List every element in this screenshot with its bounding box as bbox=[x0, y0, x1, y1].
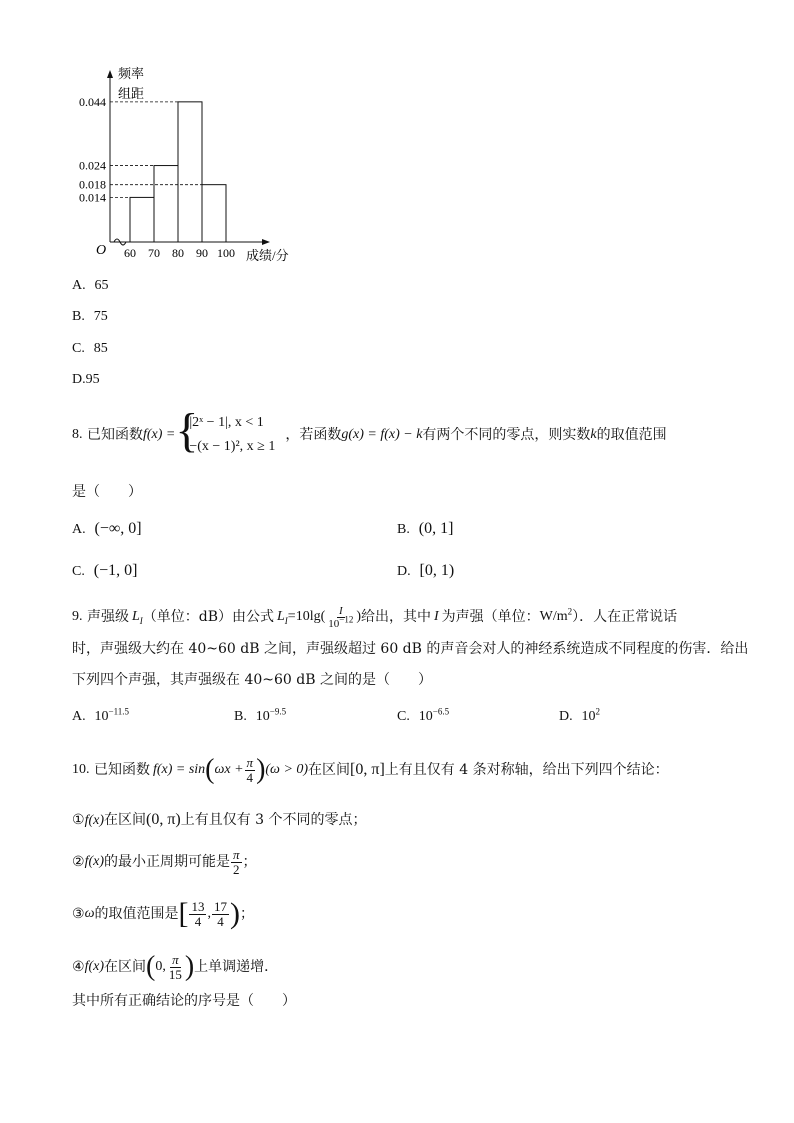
y-tick-label: 0.044 bbox=[79, 94, 106, 109]
piecewise-function: { |2ˣ − 1|, x < 1 −(x − 1)², x ≥ 1 bbox=[175, 404, 276, 457]
x-tick-label: 60 bbox=[124, 246, 136, 260]
q7-option-a[interactable]: A. 65 bbox=[72, 278, 109, 293]
q10-conclusion-4: ④ f(x) 在区间 ( 0, $\frac{\pi}{15}$ ) 上单调递增． bbox=[72, 951, 279, 982]
intensity-fraction: $\frac{I}{10^{-12}}$ bbox=[328, 604, 354, 630]
q7-option-b[interactable]: B. 75 bbox=[72, 309, 108, 324]
q7-option-d[interactable]: D.95 bbox=[72, 372, 100, 387]
q8-option-d[interactable]: D. [0, 1) bbox=[397, 562, 455, 579]
x-tick-label: 80 bbox=[172, 246, 184, 260]
q9-option-c[interactable]: C. $10^{-6.5}$ bbox=[397, 706, 450, 724]
histogram-bar bbox=[202, 185, 226, 242]
q9-stem-line1: 9. 声强级 $L_I$ （单位：dB）由公式 $L_I$ =10lg( $\frac{I}{10^{-12}}$ ) 给出，其中 I 为声强（单位： $W/m^2$ ）．人在正常说话 bbox=[72, 604, 678, 630]
y-tick-label: 0.018 bbox=[79, 177, 106, 192]
x-tick-label: 70 bbox=[148, 246, 160, 260]
origin-label: O bbox=[96, 243, 107, 258]
x-tick-label: 100 bbox=[217, 246, 235, 260]
q8-stem-line2: 是（ ） bbox=[72, 484, 142, 500]
q10-question-line: 其中所有正确结论的序号是（ ） bbox=[72, 993, 296, 1009]
q8-option-a[interactable]: A. (−∞, 0] bbox=[72, 520, 142, 537]
q10-conclusion-2: ② f(x) 的最小正周期可能是 $\frac{\pi}{2}$ ； bbox=[72, 846, 257, 877]
x-axis-arrow bbox=[262, 239, 270, 245]
q7-option-c[interactable]: C. 85 bbox=[72, 341, 108, 356]
q8-option-b[interactable]: B. (0, 1] bbox=[397, 520, 454, 537]
y-axis-arrow bbox=[107, 70, 113, 78]
histogram-chart bbox=[60, 60, 310, 270]
y-axis-label-line1: 频率 bbox=[118, 66, 145, 81]
histogram-bar bbox=[130, 197, 154, 242]
q8-option-c[interactable]: C. (−1, 0] bbox=[72, 562, 138, 579]
q9-stem-line2: 时，声强级大约在 40~60 dB 之间，声强级超过 60 dB 的声音会对人的神经系统造成不同程度的伤害．给出 bbox=[72, 641, 749, 657]
q9-stem-line3: 下列四个声强，其声强级在 40~60 dB 之间的是（ ） bbox=[72, 672, 432, 688]
x-axis-label: 成绩/分 bbox=[246, 248, 289, 263]
q10-conclusion-3: ③ ω 的取值范围是 [ $\frac{13}{4}$ , $\frac{17}{4}$ ) ； bbox=[72, 897, 254, 930]
y-tick-label: 0.024 bbox=[79, 158, 106, 173]
q10-conclusion-1: ①f(x)在区间(0, π)上有且仅有 3 个不同的零点； bbox=[72, 811, 367, 828]
y-tick-label: 0.014 bbox=[79, 190, 106, 205]
histogram-bar bbox=[178, 102, 202, 242]
q9-option-b[interactable]: B. $10^{-9.5}$ bbox=[234, 706, 287, 724]
q9-option-d[interactable]: D. $10^2$ bbox=[559, 706, 601, 724]
q10-stem: 10. 已知函数 f(x) = sin ( ωx + $\frac{\pi}{4}$ ) (ω > 0) 在区间 [0, π] 上有且仅有 4 条对称轴，给出下列四个结论： bbox=[72, 754, 669, 785]
q9-option-a[interactable]: A. $10^{-11.5}$ bbox=[72, 706, 130, 724]
q8-stem: 8. 已知函数 f(x) = { |2ˣ − 1|, x < 1 −(x − 1)², x ≥ 1 ，若函数 g(x) = f(x) − k 有两个不同的零点，则实数 k 的取值范围 bbox=[72, 404, 667, 457]
histogram-bar bbox=[154, 166, 178, 242]
x-tick-label: 90 bbox=[196, 246, 208, 260]
y-axis-label-line2: 组距 bbox=[118, 86, 145, 101]
